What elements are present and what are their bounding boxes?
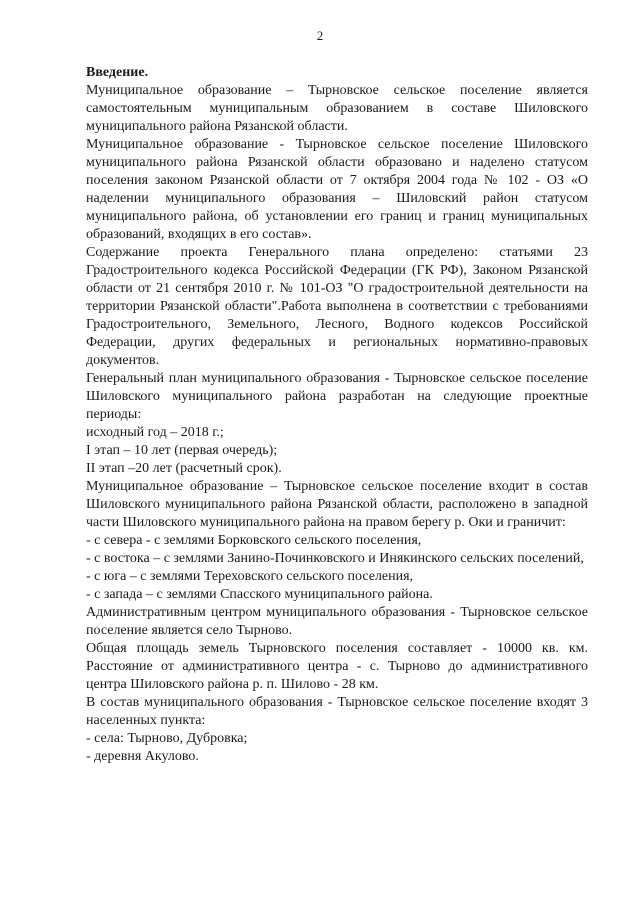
- paragraph-settlements: В состав муниципального образования - Тырновское сельское поселение входят 3 населенных пункта:: [86, 695, 588, 728]
- border-west: - с запада – с землями Спасского муниципального района.: [86, 587, 433, 602]
- period-base-year: исходный год – 2018 г.;: [86, 425, 224, 440]
- paragraph-area: Общая площадь земель Тырновского поселения составляет - 10000 кв. км. Расстояние от административного центра - с. Тырново до административного центра Шиловского района р. п. Шилово - 28 км.: [86, 641, 588, 692]
- section-heading: Введение.: [86, 65, 149, 80]
- paragraph-status: Муниципальное образование – Тырновское сельское поселение является самостоятельным муниципальным образованием в составе Шиловского муниципального района Рязанской области.: [86, 83, 588, 134]
- period-stage-2: II этап –20 лет (расчетный срок).: [86, 461, 282, 476]
- paragraph-plan-periods: Генеральный план муниципального образования - Тырновское сельское поселение Шиловского муниципального района разработан на следующие проектные периоды:: [86, 371, 588, 422]
- settlement-villages: - села: Тырново, Дубровка;: [86, 731, 248, 746]
- border-north: - с севера - с землями Борковского сельского поселения,: [86, 533, 422, 548]
- border-south: - с юга – с землями Тереховского сельского поселения,: [86, 569, 414, 584]
- page-number: 2: [316, 28, 324, 43]
- settlement-hamlet: - деревня Акулово.: [86, 749, 199, 764]
- paragraph-legal-basis: Муниципальное образование - Тырновское сельское поселение Шиловского муниципального района Рязанской области образовано и наделено статусом поселения законом Рязанской области от 7 октября 2004 года № 102 - ОЗ «О наделении муниципального образования – Шиловский район статусом муниципального района, об установлении его границ и границ муниципальных образований, входящих в его состав».: [86, 137, 588, 242]
- paragraph-location: Муниципальное образование – Тырновское сельское поселение входит в состав Шиловского муниципального района Рязанской области, расположено в западной части Шиловского муниципального района на правом берегу р. Оки и граничит:: [86, 479, 588, 530]
- period-stage-1: I этап – 10 лет (первая очередь);: [86, 443, 278, 458]
- border-east: - с востока – с землями Занино-Починковского и Инякинского сельских поселений,: [86, 551, 584, 566]
- paragraph-admin-center: Административным центром муниципального образования - Тырновское сельское поселение является село Тырново.: [86, 605, 588, 638]
- document-body: [86, 64, 588, 766]
- paragraph-plan-content: Содержание проекта Генерального плана определено: статьями 23 Градостроительного кодекса Российской Федерации (ГК РФ), Законом Рязанской области от 21 сентября 2010 г. № 101-ОЗ "О градостроительной деятельности на территории Рязанской области".Работа выполнена в соответствии с требованиями Градостроительного, Земельного, Лесного, Водного кодексов Российской Федерации, других федеральных и региональных нормативно-правовых документов.: [86, 245, 588, 368]
